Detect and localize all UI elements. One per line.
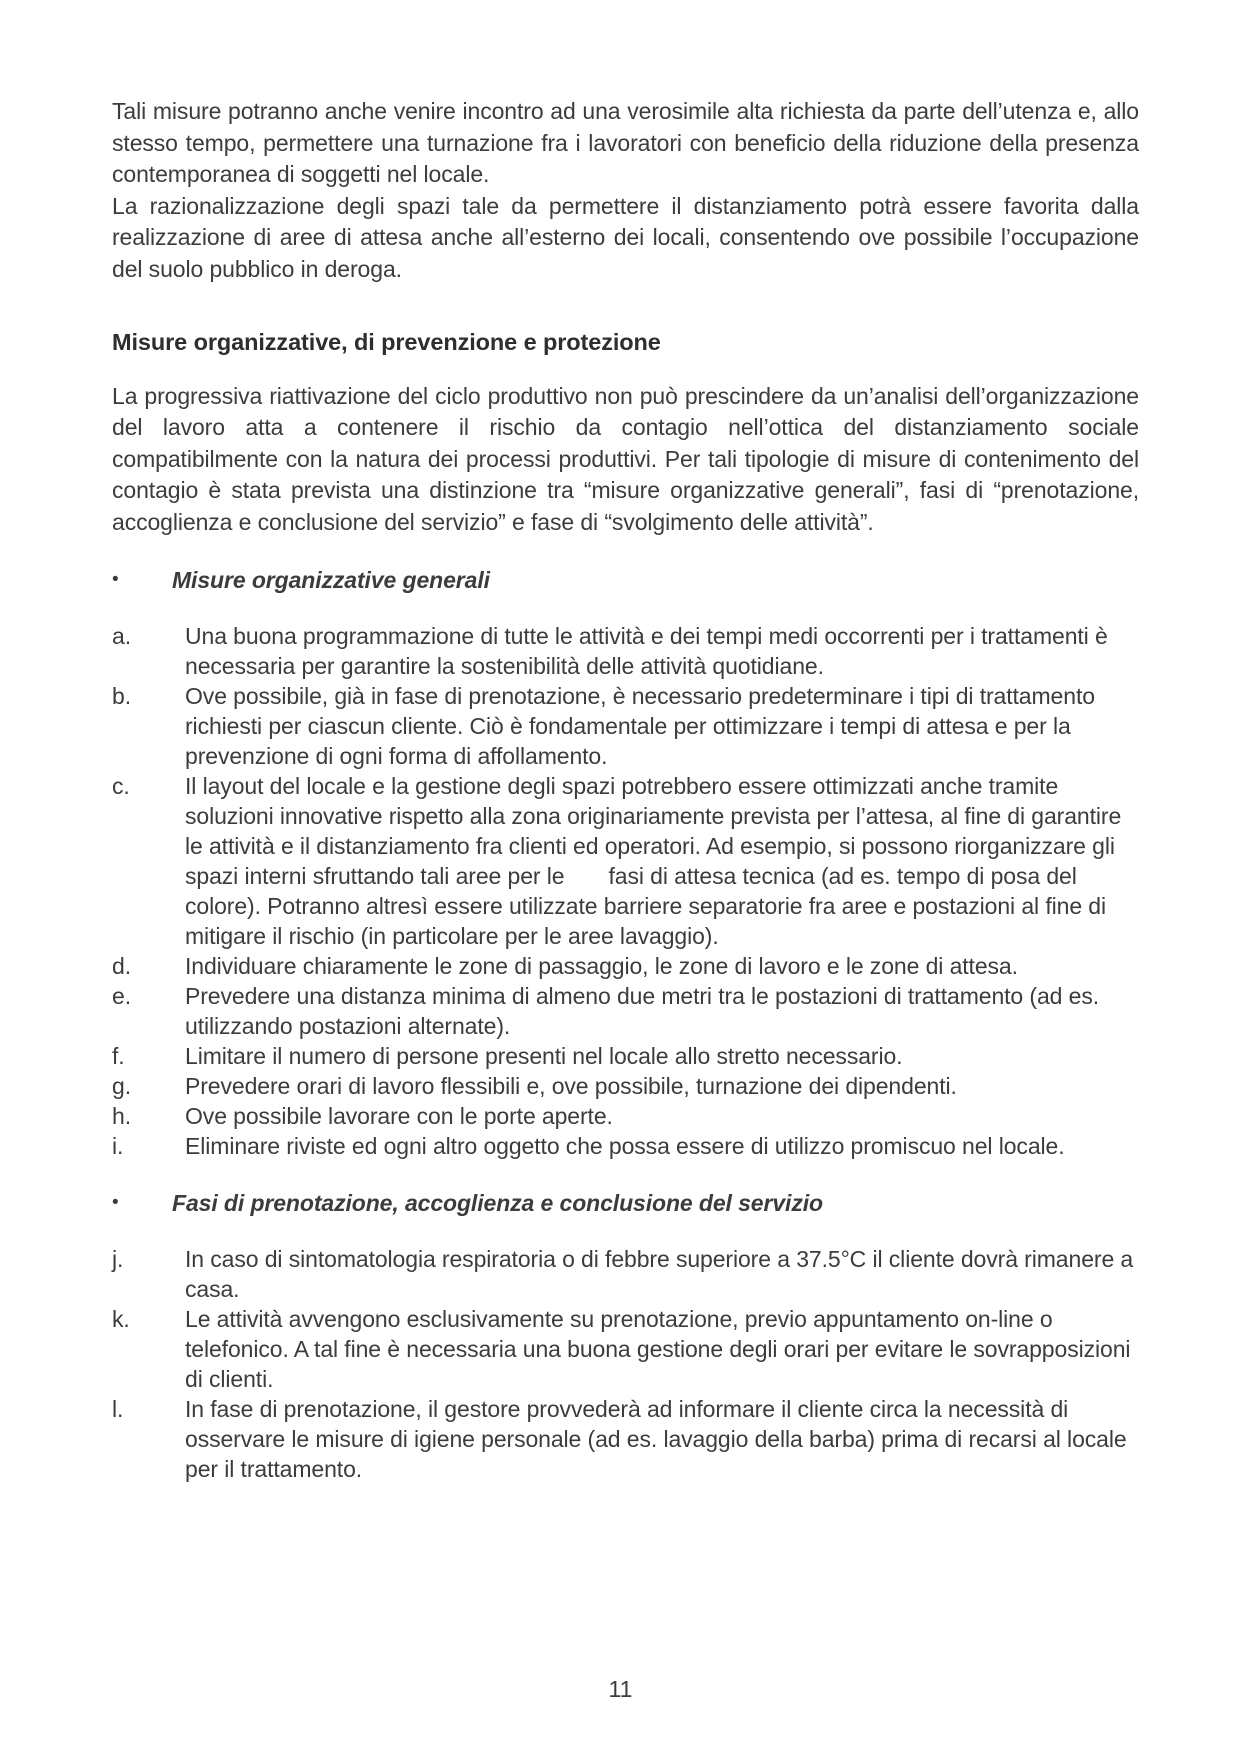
page-number: 11 <box>608 1676 633 1702</box>
list-misure-organizzative <box>112 621 1139 1161</box>
item-text: Prevedere una distanza minima di almeno due metri tra le postazioni di trattamento (ad es. utilizzando postazioni alternate). <box>185 983 1100 1039</box>
item-label: f. <box>112 1043 125 1069</box>
section-heading: Misure organizzative, di prevenzione e protezione <box>112 329 661 355</box>
item-label: k. <box>112 1306 130 1332</box>
item-label: a. <box>112 623 131 649</box>
subsection-title-fasi-prenotazione <box>112 1188 1139 1218</box>
list-item <box>112 981 1139 1041</box>
list-item <box>112 681 1139 771</box>
intro-paragraph-2: La razionalizzazione degli spazi tale da permettere il distanziamento potrà essere favorita dalla realizzazione di aree di attesa anche all’esterno dei locali, consentendo ove possibile l’occupazione del suolo pubblico in deroga. <box>112 192 1139 282</box>
item-text: Eliminare riviste ed ogni altro oggetto che possa essere di utilizzo promiscuo nel locale. <box>185 1133 1065 1159</box>
item-label: c. <box>112 773 130 799</box>
item-label: j. <box>112 1246 124 1272</box>
subsection-title-text: Fasi di prenotazione, accoglienza e conclusione del servizio <box>172 1190 823 1216</box>
section-intro-paragraph: La progressiva riattivazione del ciclo produttivo non può prescindere da un’analisi dell’organizzazione del lavoro atta a contenere il rischio da contagio nell’ottica del distanziamento sociale compatibilmente con la natura dei processi produttivi. Per tali tipologie di misure di contenimento del contagio è stata prevista una distinzione tra “misure organizzative generali”, fasi di “prenotazione, accoglienza e conclusione del servizio” e fase di “svolgimento delle attività”. <box>112 382 1139 535</box>
list-item <box>112 1041 1139 1071</box>
item-text: Ove possibile lavorare con le porte aperte. <box>185 1103 613 1129</box>
item-text: Individuare chiaramente le zone di passaggio, le zone di lavoro e le zone di attesa. <box>185 953 1018 979</box>
bullet-icon: • <box>112 1192 119 1213</box>
item-text: Ove possibile, già in fase di prenotazione, è necessario predeterminare i tipi di trattamento richiesti per ciascun cliente. Ciò è fondamentale per ottimizzare i tempi di attesa e per la prevenzione di ogni forma di affollamento. <box>185 683 1095 769</box>
item-label: i. <box>112 1133 124 1159</box>
list-item <box>112 1131 1139 1161</box>
list-item <box>112 1394 1139 1484</box>
list-item <box>112 1101 1139 1131</box>
item-label: g. <box>112 1073 131 1099</box>
list-fasi-prenotazione <box>112 1244 1139 1484</box>
item-label: b. <box>112 683 131 709</box>
item-text: Limitare il numero di persone presenti nel locale allo stretto necessario. <box>185 1043 903 1069</box>
item-text: Prevedere orari di lavoro flessibili e, ove possibile, turnazione dei dipendenti. <box>185 1073 957 1099</box>
list-item <box>112 621 1139 681</box>
bullet-icon: • <box>112 569 119 590</box>
subsection-title-misure-organizzative <box>112 565 1139 595</box>
list-item <box>112 1244 1139 1304</box>
subsection-title-text: Misure organizzative generali <box>172 567 490 593</box>
item-text: In fase di prenotazione, il gestore provvederà ad informare il cliente circa la necessità di osservare le misure di igiene personale (ad es. lavaggio della barba) prima di recarsi al locale per il trattamento. <box>185 1396 1127 1482</box>
list-item <box>112 771 1139 951</box>
intro-paragraph-1: Tali misure potranno anche venire incontro ad una verosimile alta richiesta da parte dell’utenza e, allo stesso tempo, permettere una turnazione fra i lavoratori con beneficio della riduzione della presenza contemporanea di soggetti nel locale. <box>112 98 1139 187</box>
item-text: Le attività avvengono esclusivamente su prenotazione, previo appuntamento on-line o telefonico. A tal fine è necessaria una buona gestione degli orari per evitare le sovrapposizioni di clienti. <box>185 1306 1131 1392</box>
list-item <box>112 1071 1139 1101</box>
item-text: In caso di sintomatologia respiratoria o di febbre superiore a 37.5°C il cliente dovrà rimanere a casa. <box>185 1246 1134 1302</box>
item-label: h. <box>112 1103 131 1129</box>
item-label: d. <box>112 953 131 979</box>
item-text: Il layout del locale e la gestione degli spazi potrebbero essere ottimizzati anche tramite soluzioni innovative rispetto alla zona originariamente prevista per l’attesa, al fine di garantire le attività e il distanziamento fra clienti ed operatori. Ad esempio, si possono riorganizzare gli spazi interni sfruttando tali aree per le fasi di attesa tecnica (ad es. tempo di posa del colore). Potranno altresì essere utilizzate barriere separatorie fra aree e postazioni al fine di mitigare il rischio (in particolare per le aree lavaggio). <box>185 773 1122 949</box>
item-text: Una buona programmazione di tutte le attività e dei tempi medi occorrenti per i trattamenti è necessaria per garantire la sostenibilità delle attività quotidiane. <box>185 623 1108 679</box>
list-item <box>112 1304 1139 1394</box>
list-item <box>112 951 1139 981</box>
item-label: e. <box>112 983 131 1009</box>
item-label: l. <box>112 1396 124 1422</box>
